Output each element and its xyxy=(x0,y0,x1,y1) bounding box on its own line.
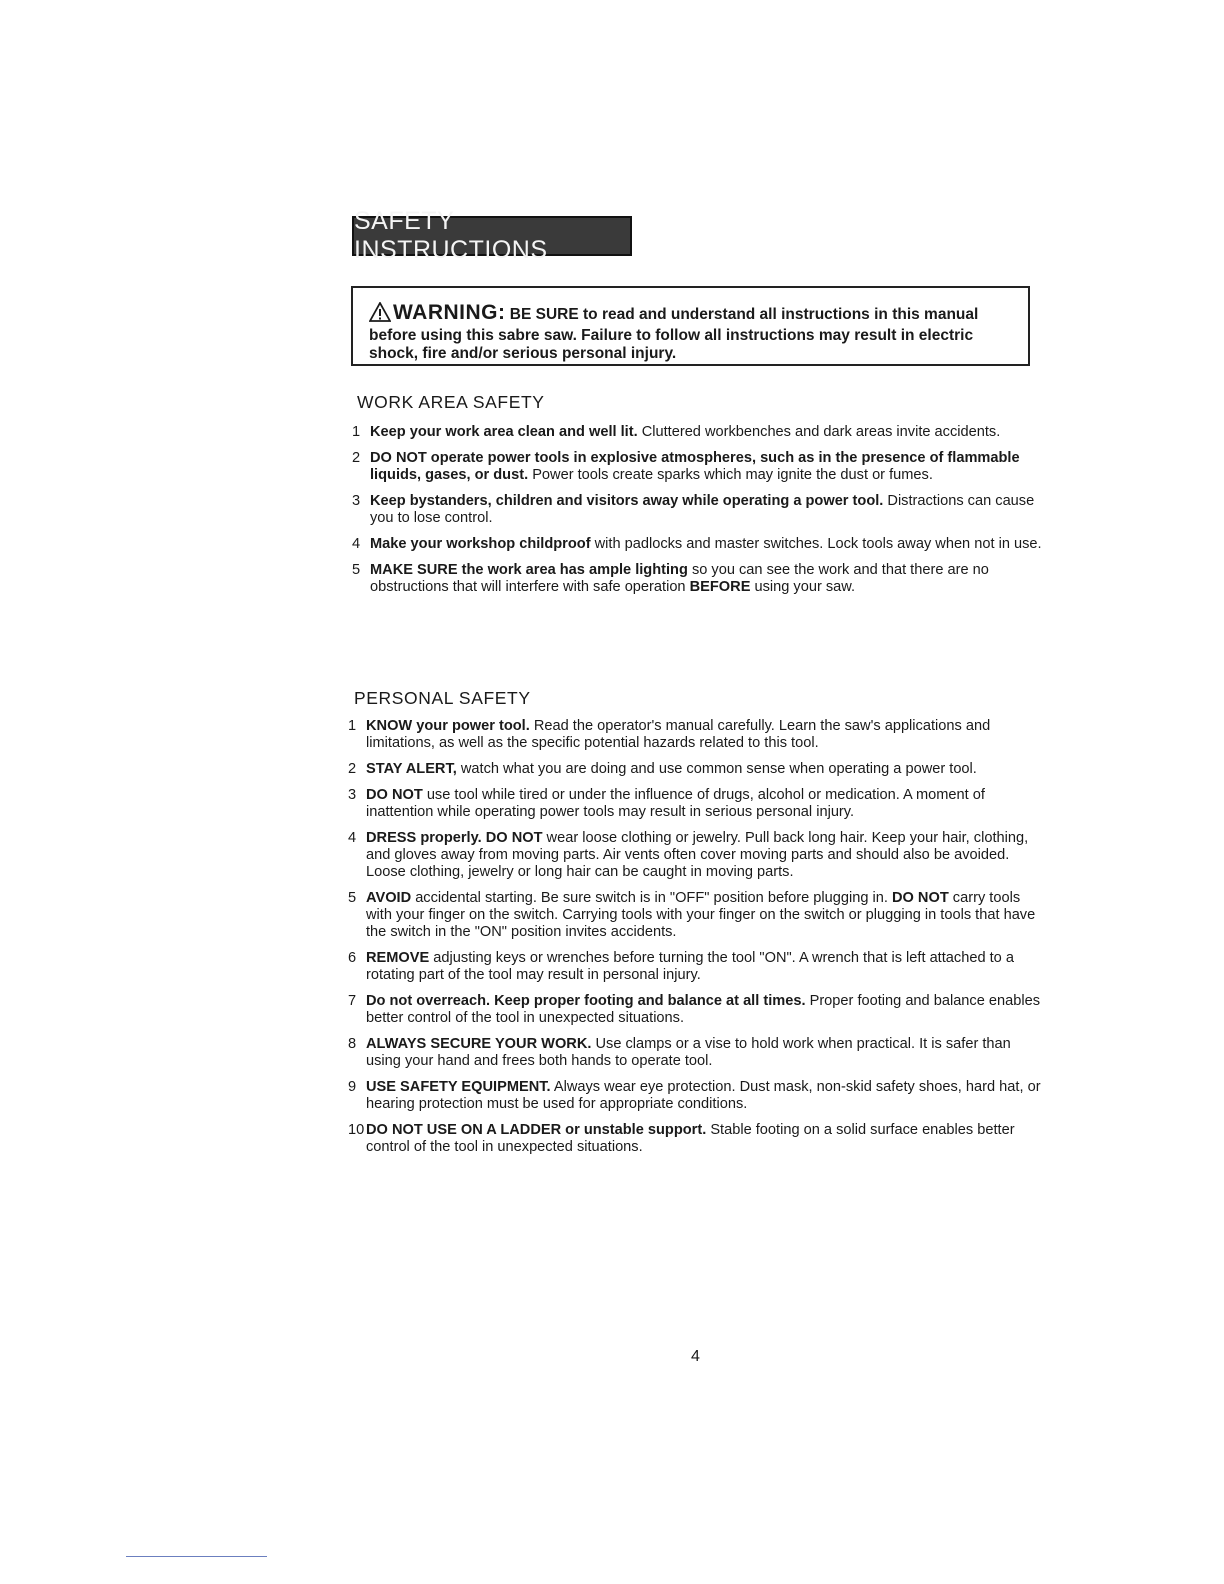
item-number: 4 xyxy=(348,830,357,846)
item-text: using your saw. xyxy=(750,579,856,595)
personal-safety-list xyxy=(348,718,1048,1165)
item-text: use tool while tired or under the influence of drugs, alcohol or medication. A moment of inattention while operating power tools may result in serious personal injury. xyxy=(366,787,985,820)
list-item xyxy=(348,1122,1048,1156)
item-text: watch what you are doing and use common sense when operating a power tool. xyxy=(456,761,977,777)
list-item xyxy=(348,830,1048,881)
item-bold-text: Keep your work area clean and well lit. xyxy=(370,424,638,440)
footer-divider xyxy=(126,1556,267,1557)
item-number: 3 xyxy=(348,787,357,803)
item-bold-text: ALWAYS SECURE YOUR WORK. xyxy=(366,1036,592,1052)
warning-triangle-icon xyxy=(369,302,391,327)
list-item xyxy=(348,1036,1048,1070)
personal-safety-title: PERSONAL SAFETY xyxy=(354,688,531,708)
warning-heading: WARNING: xyxy=(393,301,506,324)
item-number: 9 xyxy=(348,1079,357,1095)
item-bold-text: DO NOT USE ON A LADDER or unstable support. xyxy=(366,1122,707,1138)
item-text: Power tools create sparks which may ignite the dust or fumes. xyxy=(528,467,933,483)
item-bold-text: USE SAFETY EQUIPMENT. xyxy=(366,1079,551,1095)
list-item xyxy=(348,890,1048,941)
item-text: accidental starting. Be sure switch is in "OFF" position before plugging in. xyxy=(411,890,892,906)
item-bold-text: Make your workshop childproof xyxy=(370,536,591,552)
item-bold-text: STAY ALERT, xyxy=(366,761,457,777)
item-bold-text: DO NOT operate power tools in explosive atmospheres, such as in the presence of flammable liquids, gases, or dust. xyxy=(370,450,1020,483)
list-item xyxy=(352,562,1042,596)
item-text: Proper footing and balance enables better control of the tool in unexpected situations. xyxy=(366,993,1041,1026)
item-text: carry tools with your finger on the switch. Carrying tools with your finger on the switch or plugging in tools that have the switch in the "ON" position invites accidents. xyxy=(366,890,1036,940)
item-number: 1 xyxy=(352,424,361,440)
item-bold-text: MAKE SURE the work area has ample lighting xyxy=(370,562,688,578)
item-number: 3 xyxy=(352,493,361,509)
item-bold-text: BEFORE xyxy=(689,579,751,595)
item-text: wear loose clothing or jewelry. Pull back long hair. Keep your hair, clothing, and gloves away from moving parts. Air vents often cover moving parts and should also be avoided. Loose clothing, jewelry or long hair can be caught in moving parts. xyxy=(366,830,1029,880)
item-bold-text: KNOW your power tool. xyxy=(366,718,530,734)
item-number: 2 xyxy=(348,761,357,777)
list-item xyxy=(348,718,1048,752)
list-item xyxy=(352,424,1042,441)
item-bold-text: AVOID xyxy=(366,890,412,906)
item-number: 6 xyxy=(348,950,357,966)
item-bold-text: DO NOT xyxy=(891,890,949,906)
item-number: 10 xyxy=(348,1122,365,1138)
list-item xyxy=(352,450,1042,484)
list-item xyxy=(348,1079,1048,1113)
item-number: 2 xyxy=(352,450,361,466)
work-area-title: WORK AREA SAFETY xyxy=(357,392,545,412)
warning-box xyxy=(351,286,1030,366)
list-item xyxy=(348,993,1048,1027)
banner-title: SAFETY INSTRUCTIONS xyxy=(354,207,548,264)
list-item xyxy=(348,761,1048,778)
item-bold-text: Keep bystanders, children and visitors away while operating a power tool. xyxy=(370,493,884,509)
item-number: 7 xyxy=(348,993,357,1009)
warning-text: BE SURE to read and understand all instructions in this manual before using this sabre saw. Failure to follow all instructions may result in electric shock, fire and/or serious personal injury. xyxy=(369,306,979,362)
list-item xyxy=(352,536,1042,553)
list-item xyxy=(348,787,1048,821)
section-banner xyxy=(352,207,632,264)
item-text: adjusting keys or wrenches before turning the tool "ON". A wrench that is left attached to a rotating part of the tool may result in personal injury. xyxy=(366,950,1014,983)
item-bold-text: DO NOT xyxy=(366,787,423,803)
item-text: with padlocks and master switches. Lock tools away when not in use. xyxy=(590,536,1042,552)
item-text: Use clamps or a vise to hold work when practical. It is safer than using your hand and frees both hands to operate tool. xyxy=(366,1036,1011,1069)
item-text: Always wear eye protection. Dust mask, non-skid safety shoes, hard hat, or hearing protection must be used for appropriate conditions. xyxy=(366,1079,1041,1112)
work-area-list xyxy=(352,424,1042,605)
item-number: 5 xyxy=(352,562,361,578)
item-number: 5 xyxy=(348,890,357,906)
item-text: Distractions can cause you to lose control. xyxy=(370,493,1035,526)
item-number: 4 xyxy=(352,536,361,552)
item-text: so you can see the work and that there are no obstructions that will interfere with safe operation xyxy=(370,562,989,595)
list-item xyxy=(352,493,1042,527)
item-bold-text: Do not overreach. Keep proper footing and balance at all times. xyxy=(366,993,806,1009)
item-text: Stable footing on a solid surface enables better control of the tool in unexpected situations. xyxy=(366,1122,1015,1155)
item-text: Read the operator's manual carefully. Learn the saw's applications and limitations, as well as the specific potential hazards related to this tool. xyxy=(366,718,991,751)
list-item xyxy=(348,950,1048,984)
item-text: Cluttered workbenches and dark areas invite accidents. xyxy=(637,424,1001,440)
page-number: 4 xyxy=(691,1348,700,1365)
item-bold-text: REMOVE xyxy=(366,950,430,966)
item-bold-text: DRESS properly. DO NOT xyxy=(366,830,543,846)
item-number: 1 xyxy=(348,718,357,734)
item-number: 8 xyxy=(348,1036,357,1052)
